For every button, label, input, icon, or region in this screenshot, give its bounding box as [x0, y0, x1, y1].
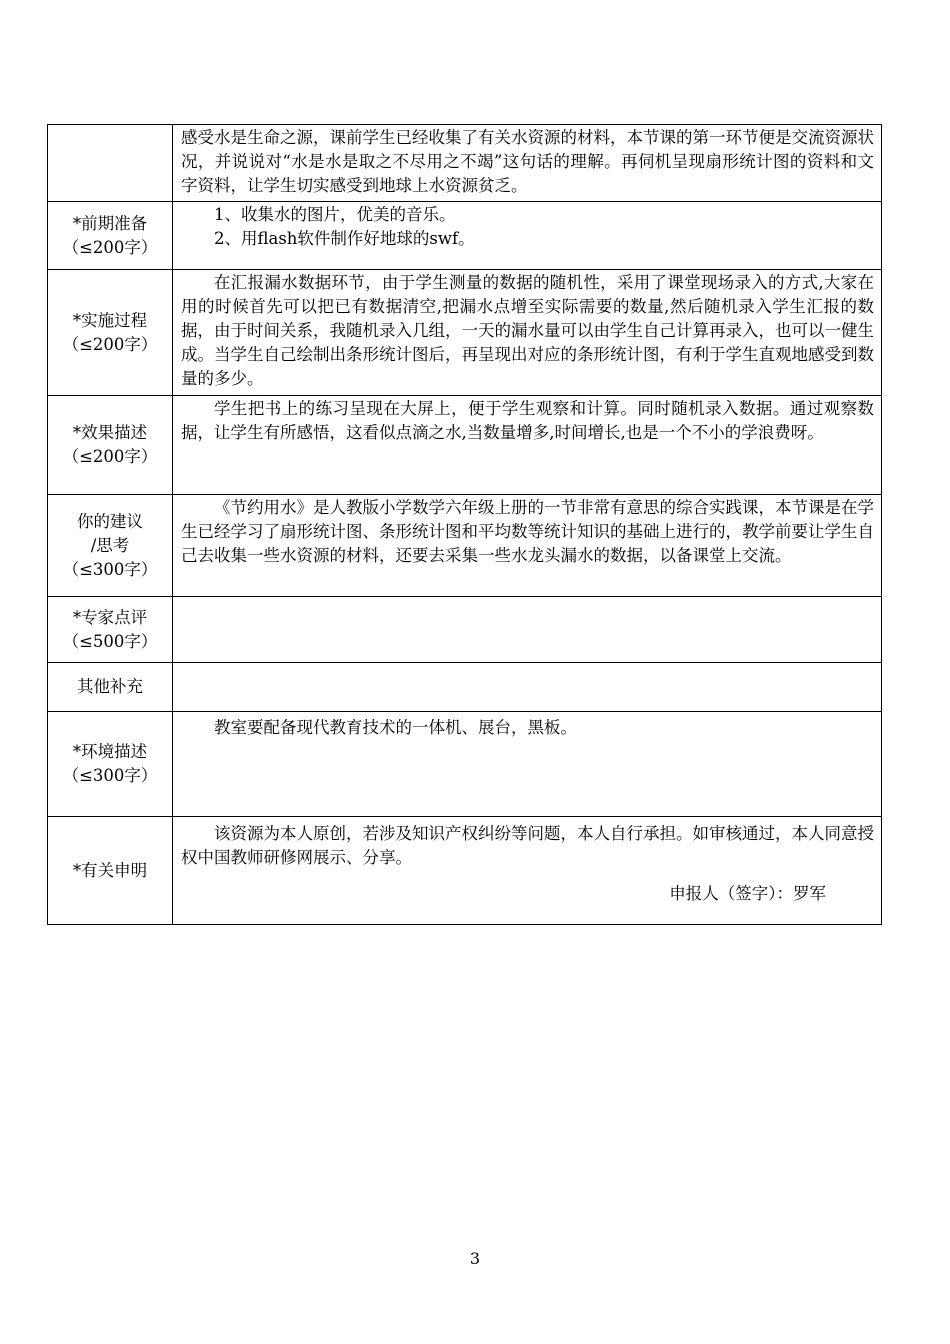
- effect-label: *效果描述: [72, 423, 148, 442]
- declaration-label: *有关申明: [72, 860, 148, 880]
- intro-content-cell: [173, 125, 882, 202]
- effect-row: [48, 396, 882, 495]
- intro-text: 感受水是生命之源，课前学生已经收集了有关水资源的材料，本节课的第一环节便是交流资源状况，并说说对“水是水是取之不尽用之不竭”这句话的理解。再伺机呈现扇形统计图的资料和文字资料，让学生切实感受到地球上水资源贫乏。: [181, 128, 874, 195]
- suggestion-label-sub: /思考: [90, 535, 130, 555]
- page-number: 3: [469, 1249, 481, 1268]
- suggestion-label: 你的建议: [77, 511, 143, 531]
- preparation-item-2: 2、用flash软件制作好地球的swf。: [214, 229, 475, 248]
- expert-label: *专家点评: [72, 607, 148, 627]
- process-limit: （≤200字）: [62, 334, 158, 354]
- effect-limit: （≤200字）: [62, 447, 158, 466]
- declaration-row: [48, 817, 882, 925]
- declaration-content-cell: [173, 817, 882, 925]
- preparation-label: *前期准备: [72, 213, 148, 233]
- other-label-cell: [48, 663, 173, 712]
- process-content-cell: [173, 270, 882, 396]
- declaration-text: 该资源为本人原创，若涉及知识产权纠纷等问题，本人自行承担。如审核通过，本人同意授权中国教师研修网展示、分享。: [181, 824, 874, 867]
- process-text: 在汇报漏水数据环节，由于学生测量的数据的随机性，采用了课堂现场录入的方式,大家在用的时候首先可以把已有数据清空,把漏水点增至实际需要的数量,然后随机录入学生汇报的数据，由于时间关系，我随机录入几组，一天的漏水量可以由学生自己计算再录入，也可以一健生成。当学生自己绘制出条形统计图后，再呈现出对应的条形统计图，有利于学生直观地感受到数量的多少。: [181, 273, 874, 388]
- process-row: [48, 270, 882, 396]
- suggestion-content-cell: [173, 495, 882, 597]
- expert-limit: （≤500字）: [62, 631, 158, 651]
- effect-label-cell: [48, 396, 173, 495]
- suggestion-text: 《节约用水》是人教版小学数学六年级上册的一节非常有意思的综合实践课，本节课是在学生已经学习了扇形统计图、条形统计图和平均数等统计知识的基础上进行的，教学前要让学生自己去收集一些水资源的材料，还要去采集一些水龙头漏水的数据，以备课堂上交流。: [181, 498, 874, 565]
- environment-label: *环境描述: [72, 742, 148, 761]
- environment-content-cell: [173, 712, 882, 817]
- other-content-cell: [173, 663, 882, 712]
- suggestion-limit: （≤300字）: [62, 559, 158, 579]
- preparation-content-cell: [173, 202, 882, 270]
- other-row: [48, 663, 882, 712]
- process-label: *实施过程: [72, 310, 148, 330]
- suggestion-label-cell: [48, 495, 173, 597]
- environment-row: [48, 712, 882, 817]
- effect-text: 学生把书上的练习呈现在大屏上，便于学生观察和计算。同时随机录入数据。通过观察数据，让学生有所感悟，这看似点滴之水,当数量增多,时间增长,也是一个不小的学浪费呀。: [181, 399, 874, 442]
- intro-label-cell: [48, 125, 173, 202]
- signature-line: 申报人（签字）：罗军: [669, 884, 826, 903]
- application-form-table: [47, 124, 882, 925]
- intro-row: [48, 125, 882, 202]
- preparation-row: [48, 202, 882, 270]
- expert-row: [48, 597, 882, 663]
- declaration-label-cell: [48, 817, 173, 925]
- effect-content-cell: [173, 396, 882, 495]
- environment-label-cell: [48, 712, 173, 817]
- process-label-cell: [48, 270, 173, 396]
- environment-limit: （≤300字）: [62, 766, 158, 785]
- environment-text: 教室要配备现代教育技术的一体机、展台，黑板。: [214, 718, 577, 737]
- expert-label-cell: [48, 597, 173, 663]
- expert-content-cell: [173, 597, 882, 663]
- suggestion-row: [48, 495, 882, 597]
- preparation-item-1: 1、收集水的图片，优美的音乐。: [214, 205, 456, 224]
- other-label: 其他补充: [77, 677, 143, 696]
- preparation-label-cell: [48, 202, 173, 270]
- preparation-limit: （≤200字）: [62, 237, 158, 257]
